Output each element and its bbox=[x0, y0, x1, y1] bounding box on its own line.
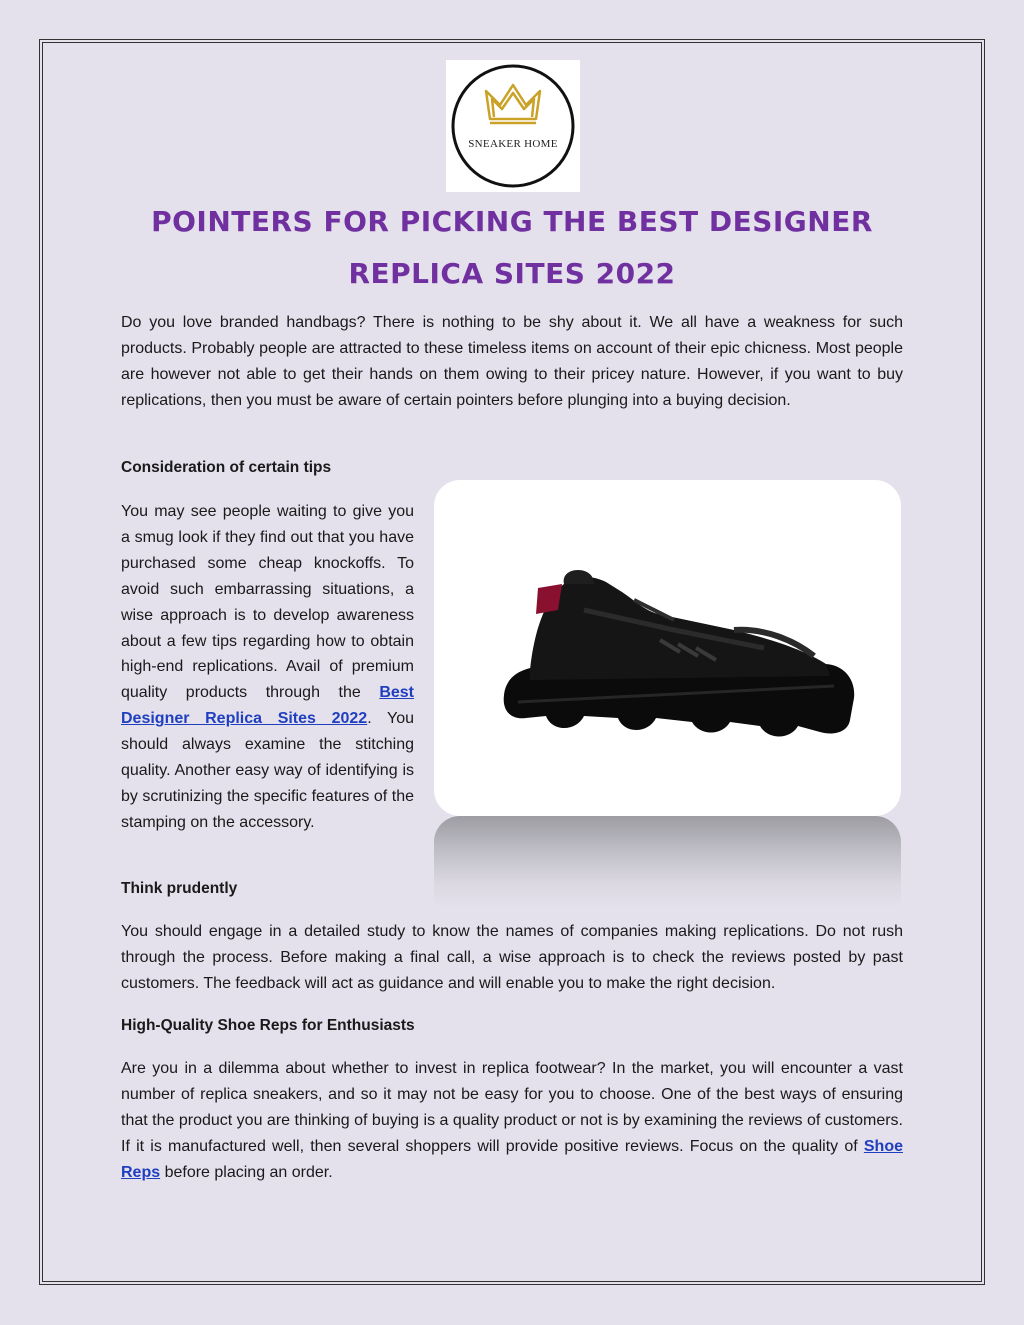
shoe-reps-link[interactable]: Shoe Reps bbox=[121, 1138, 903, 1181]
tips-text-before: You may see people waiting to give you a smug look if they find out that you have purchased some cheap knockoffs. To avoid such embarrassing situations, a wise approach is to develop awareness about a few tips regarding how to obtain high-end replications. Avail of premium quality products through the bbox=[121, 503, 414, 702]
section-heading-shoe-reps: High-Quality Shoe Reps for Enthusiasts bbox=[121, 1017, 415, 1034]
shoe-reps-paragraph bbox=[121, 1056, 903, 1186]
title-line-2: REPLICA SITES 2022 bbox=[348, 257, 676, 290]
section-heading-tips: Consideration of certain tips bbox=[121, 459, 332, 476]
sneaker-image bbox=[434, 480, 901, 816]
best-designer-replica-link[interactable]: Best Designer Replica Sites 2022 bbox=[121, 684, 414, 728]
shoe-reps-text-after: before placing an order. bbox=[160, 1164, 333, 1181]
think-paragraph: You should engage in a detailed study to know the names of companies making replications. Do not rush through the process. Before making a final call, a wise approach is to check the reviews posted by past customers. The feedback will act as guidance and will enable you to make the right decision. bbox=[121, 923, 903, 992]
tips-paragraph bbox=[121, 499, 414, 836]
section-heading-think: Think prudently bbox=[121, 880, 238, 897]
intro-paragraph: Do you love branded handbags? There is nothing to be shy about it. We all have a weakness for such products. Probably people are attracted to these timeless items on account of their epic chicness. Most people are however not able to get their hands on them owing to their pricey nature. However, if you want to buy replications, then you must be aware of certain pointers before plunging into a buying decision. bbox=[121, 314, 903, 409]
page-title bbox=[120, 196, 904, 300]
black-sneaker-image bbox=[434, 480, 901, 816]
sneaker-image-reflection bbox=[434, 816, 901, 908]
logo-text: SNEAKER HOME bbox=[468, 138, 558, 150]
shoe-reps-text-before: Are you in a dilemma about whether to invest in replica footwear? In the market, you will encounter a vast number of replica sneakers, and so it may not be easy for you to choose. One of the best ways of ensuring that the product you are thinking of buying is a quality product or not is by examining the reviews of customers. If it is manufactured well, then several shoppers will provide positive reviews. Focus on the quality of bbox=[121, 1060, 903, 1155]
sneaker-home-logo bbox=[446, 60, 580, 192]
title-line-1: POINTERS FOR PICKING THE BEST DESIGNER bbox=[151, 205, 873, 238]
tips-text-after: . You should always examine the stitching quality. Another easy way of identifying is by scrutinizing the specific features of the stamping on the accessory. bbox=[121, 710, 414, 831]
